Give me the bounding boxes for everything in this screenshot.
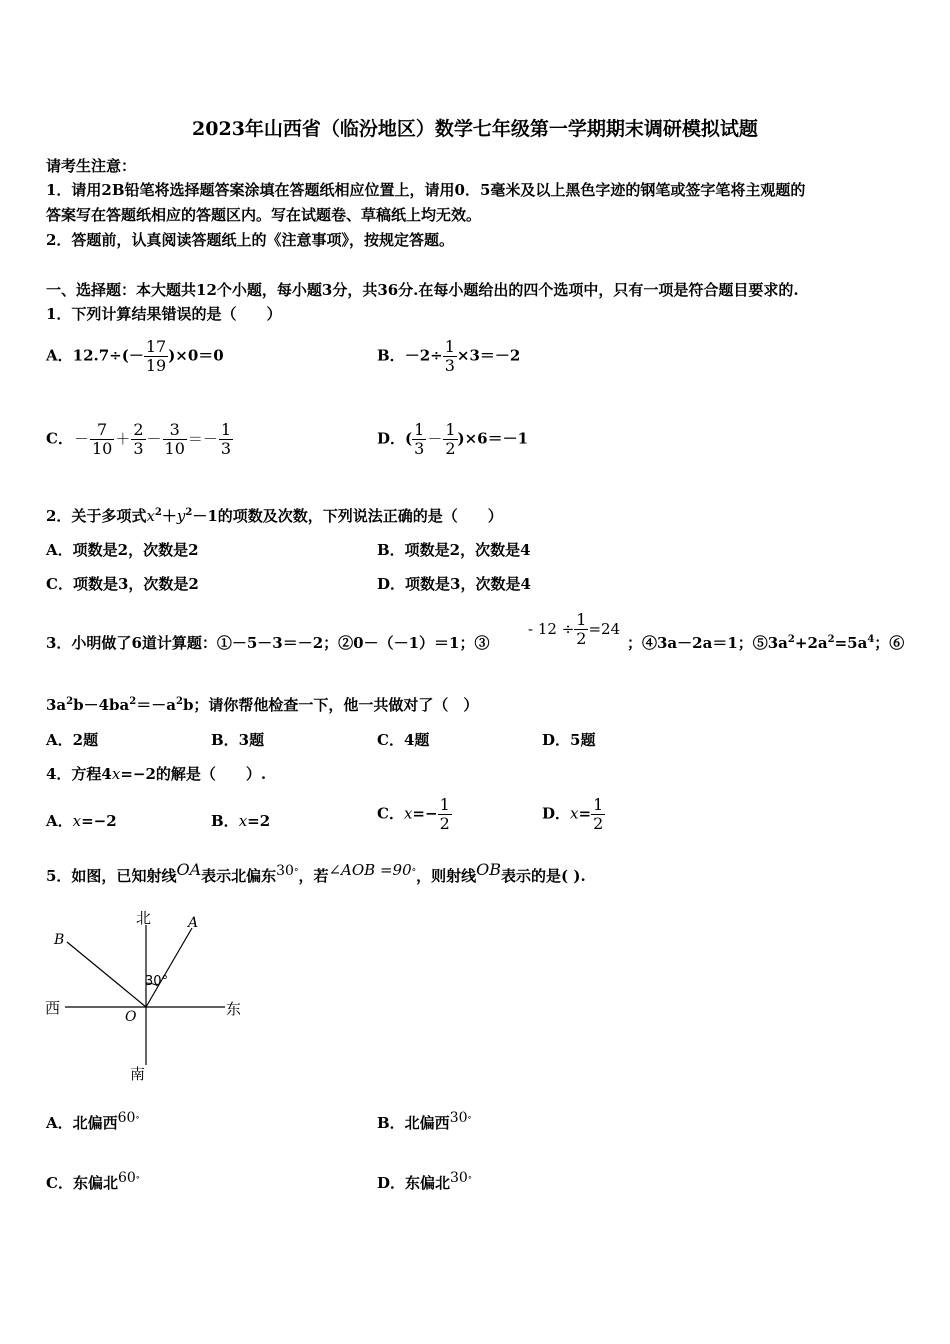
- notice-line1b: 答案写在答题纸相应的答题区内。写在试题卷、草稿纸上均无效。: [46, 206, 482, 224]
- q4-option-a: A．x=−2: [46, 812, 117, 830]
- option-label: A．: [46, 346, 73, 365]
- q2-option-b: B．项数是2，次数是4: [377, 541, 531, 559]
- fraction: $\frac{1}{2}$: [576, 610, 587, 648]
- fraction: $\frac{17}{19}$: [145, 337, 167, 375]
- q2-stem: 2．关于多项式$x^2+y^2-1$的项数及次数，下列说法正确的是（ ）: [46, 507, 503, 525]
- q2-option-a: A．项数是2，次数是2: [46, 541, 199, 559]
- fraction: $\frac{3}{10}$: [164, 420, 185, 458]
- option-label: D．: [377, 429, 406, 448]
- q3-math-3: - 12 ÷ $\frac{1}{2}$ =24: [528, 610, 621, 648]
- fraction: $\frac{1}{2}$: [593, 795, 604, 833]
- q4-option-b: B．x=2: [211, 812, 271, 830]
- q3-stem-line1: 3．小明做了6道计算题：①－5－3＝－2；②0－（－1）＝1；③: [46, 634, 490, 652]
- option-label: B．: [377, 346, 405, 365]
- page-title: 2023年山西省（临汾地区）数学七年级第一学期期末调研模拟试题: [192, 118, 758, 140]
- q1-option-b: [377, 338, 520, 375]
- q4-option-d: D．x= $\frac{1}{2}$: [542, 795, 604, 833]
- west-label: 西: [45, 999, 61, 1017]
- fraction: $\frac{2}{3}$: [133, 420, 144, 458]
- fraction: $\frac{1}{2}$: [445, 420, 456, 458]
- point-a-label: A: [188, 915, 199, 931]
- notice-heading: 请考生注意：: [46, 157, 137, 175]
- q3-stem-line1-tail: ；④3a－2a＝1；$⑤3a^2+2a^2=5a^4$；⑥: [627, 634, 905, 652]
- q2-option-d: D．项数是3，次数是4: [377, 575, 531, 593]
- q3-stem-line2: $3a^2b-4ba^2=-a^2b$；请你帮他检查一下，他一共做对了（ ）: [46, 696, 479, 714]
- fraction: $\frac{1}{2}$: [439, 795, 450, 833]
- fraction: $\frac{7}{10}$: [91, 420, 113, 458]
- ray-ob: [67, 942, 146, 1007]
- point-o-label: O: [125, 1009, 137, 1025]
- q1-option-c: C．－ $\frac{7}{10}$ ＋ $\frac{2}{3}$ － $\frac{3}{10}$ ＝－ $\frac{1}{3}$: [46, 420, 232, 458]
- q3-option-c: C．4题: [377, 731, 430, 749]
- fraction: $\frac{1}{3}$: [444, 337, 455, 375]
- section-heading: 一、选择题：本大题共12个小题，每小题3分，共36分.在每小题给出的四个选项中，只有一项是符合题目要求的.: [46, 281, 799, 299]
- q3-option-d: D．5题: [542, 731, 596, 749]
- expr: －2÷: [404, 346, 443, 365]
- q4-stem: 4．方程4x=−2的解是（ ）.: [46, 765, 267, 783]
- q5-option-d: D．东偏北30°: [377, 1170, 472, 1192]
- q5-option-c: C．东偏北60°: [46, 1170, 140, 1192]
- q1-option-d: D．( $\frac{1}{3}$ － $\frac{1}{2}$ )×6＝－1: [377, 420, 529, 458]
- q1-stem: 1．下列计算结果错误的是（ ）: [46, 305, 282, 323]
- fraction: $\frac{1}{3}$: [414, 420, 425, 458]
- q5-stem: 5．如图，已知射线OA表示北偏东30°，若∠AOB =90°，则射线OB表示的是( ).: [46, 860, 586, 885]
- ray-oa: [146, 928, 192, 1007]
- q1-option-a: [46, 338, 224, 375]
- fraction: $\frac{1}{3}$: [220, 420, 232, 458]
- expr: )×0＝0: [168, 346, 224, 365]
- point-b-label: B: [54, 932, 65, 948]
- q4-option-c: C．x=− $\frac{1}{2}$: [377, 795, 450, 833]
- notice-line1: 1．请用2B铅笔将选择题答案涂填在答题纸相应位置上，请用0．5毫米及以上黑色字迹的钢笔或签字笔将主观题的: [46, 181, 806, 199]
- angle-label: 30°: [145, 974, 169, 989]
- q2-option-c: C．项数是3，次数是2: [46, 575, 199, 593]
- q3-option-b: B．3题: [211, 731, 265, 749]
- north-label: 北: [136, 909, 152, 927]
- q3-option-a: A．2题: [46, 731, 99, 749]
- expr: 12.7÷(－: [72, 346, 144, 365]
- notice-line2: 2．答题前，认真阅读答题纸上的《注意事项》，按规定答题。: [46, 231, 454, 249]
- south-label: 南: [130, 1065, 146, 1083]
- east-label: 东: [226, 1000, 242, 1018]
- q5-option-a: A．北偏西60°: [46, 1110, 140, 1132]
- option-label: C．: [46, 429, 73, 448]
- compass-figure: [40, 905, 250, 1085]
- q5-option-b: B．北偏西30°: [377, 1110, 472, 1132]
- expr: ×3＝－2: [456, 346, 521, 365]
